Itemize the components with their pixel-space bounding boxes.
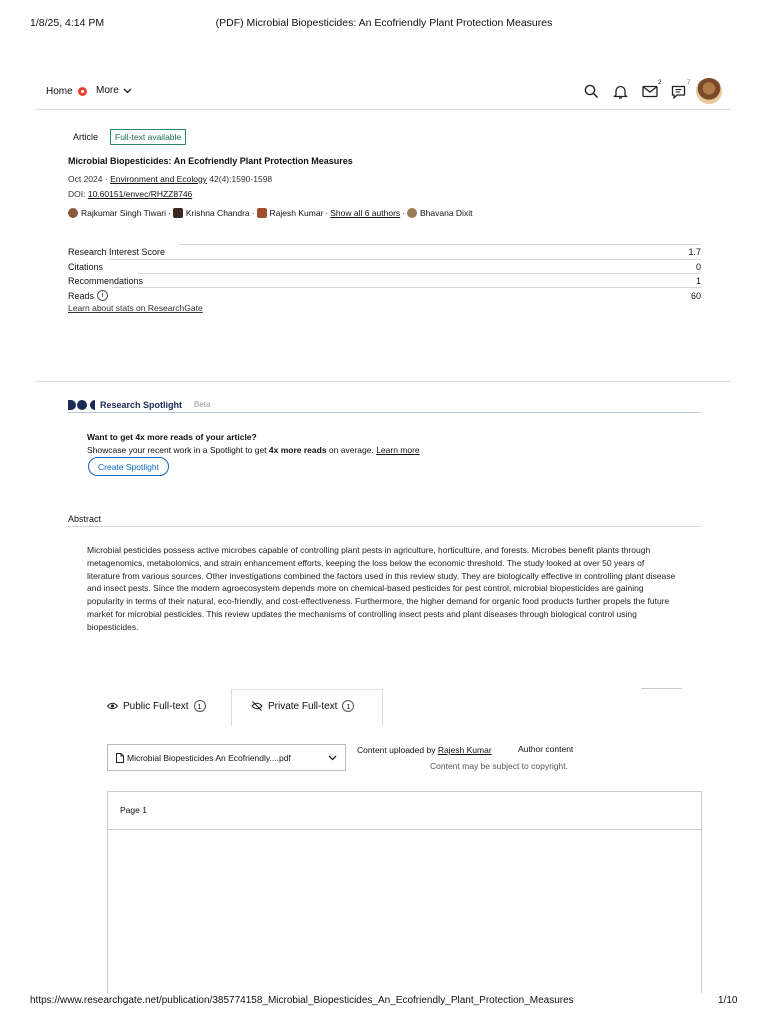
author-separator: · bbox=[251, 208, 255, 218]
print-url: https://www.researchgate.net/publication/385774158_Microbial_Biopesticides_An_Ecofriendly_Plant_Protection_Measures bbox=[30, 995, 574, 1006]
spotlight-text-part: on average. bbox=[326, 445, 377, 455]
tab-public-fulltext[interactable] bbox=[107, 700, 206, 712]
notification-dot-icon bbox=[78, 87, 87, 96]
pdf-viewer[interactable] bbox=[107, 791, 702, 993]
author-name: Krishna Chandra bbox=[185, 208, 250, 218]
author-name: Rajesh Kumar bbox=[269, 208, 324, 218]
chat-icon[interactable] bbox=[671, 85, 686, 99]
doi-link[interactable]: 10.60151/envec/RHZZ8746 bbox=[87, 189, 193, 199]
tab-count: 1 bbox=[342, 700, 354, 712]
spotlight-heading: Want to get 4x more reads of your article? bbox=[87, 432, 257, 442]
avatar[interactable] bbox=[696, 78, 722, 104]
info-icon[interactable]: i bbox=[97, 290, 108, 301]
mail-icon[interactable] bbox=[642, 85, 658, 98]
uploaded-by-label: Content uploaded by bbox=[357, 745, 438, 755]
article-meta bbox=[68, 174, 272, 184]
tab-label: Public Full-text bbox=[123, 700, 189, 712]
article-title: Microbial Biopesticides: An Ecofriendly Plant Protection Measures bbox=[68, 156, 353, 166]
create-spotlight-button[interactable]: Create Spotlight bbox=[88, 457, 169, 476]
copyright-notice: Content may be subject to copyright. bbox=[430, 761, 568, 771]
author-name: Bhavana Dixit bbox=[420, 208, 473, 218]
author-link[interactable] bbox=[257, 208, 324, 218]
print-datetime: 1/8/25, 4:14 PM bbox=[30, 17, 105, 29]
uploaded-by bbox=[357, 745, 492, 755]
author-name: Rajkumar Singh Tiwari bbox=[81, 208, 167, 218]
more-label: More bbox=[96, 85, 119, 96]
spotlight-text-part: Showcase your recent work in a Spotlight to get bbox=[87, 445, 269, 455]
abstract-heading: Abstract bbox=[68, 514, 102, 524]
article-type: Article bbox=[73, 132, 99, 142]
author-avatar bbox=[68, 208, 78, 218]
search-icon[interactable] bbox=[584, 84, 599, 99]
author-link[interactable] bbox=[68, 208, 166, 218]
eye-icon bbox=[107, 702, 118, 710]
journal-link[interactable]: Environment and Ecology bbox=[110, 174, 207, 184]
home-label: Home bbox=[46, 86, 73, 97]
page-label: Page 1 bbox=[120, 805, 147, 815]
bell-icon[interactable] bbox=[613, 84, 628, 100]
file-select[interactable] bbox=[107, 744, 346, 771]
author-avatar bbox=[257, 208, 267, 218]
author-link[interactable] bbox=[407, 208, 472, 218]
stat-value: 1 bbox=[695, 275, 701, 286]
author-avatar bbox=[173, 208, 183, 218]
tab-private-fulltext[interactable] bbox=[251, 700, 354, 712]
show-all-authors-link[interactable]: Show all 6 authors bbox=[330, 208, 401, 218]
uploader-link[interactable]: Rajesh Kumar bbox=[437, 745, 492, 755]
author-list bbox=[68, 208, 472, 218]
print-title: (PDF) Microbial Biopesticides: An Ecofriendly Plant Protection Measures bbox=[215, 17, 553, 29]
author-content-label: Author content bbox=[518, 744, 574, 754]
pdf-page-divider bbox=[108, 829, 701, 830]
stat-row bbox=[68, 260, 701, 273]
spotlight-logo-icon bbox=[68, 399, 96, 411]
author-link[interactable] bbox=[173, 208, 250, 218]
beta-label: Beta bbox=[194, 400, 211, 409]
tab-count: 1 bbox=[194, 700, 206, 712]
eye-off-icon bbox=[251, 701, 263, 711]
tab-label: Private Full-text bbox=[268, 700, 338, 712]
article-doi bbox=[68, 189, 192, 199]
doi-label: DOI: bbox=[68, 189, 88, 199]
stat-label: Reads bbox=[68, 290, 95, 301]
stat-label: Recommendations bbox=[68, 275, 144, 286]
learn-more-link[interactable]: Learn more bbox=[376, 445, 420, 455]
author-separator: · bbox=[402, 208, 405, 218]
abstract-body: Microbial pesticides possess active microbes capable of controlling plant pests in agriculture, horticulture, and forests. Microbes benefit plants through metagenomics, metabolomics, and strain enhancement efforts, keeping the loss below the economic threshold. The study looked at over 50 years of literature from various sources. Other investigations combined the factors used in this review study. They are biologically effective in controlling plant disease and insect pests. Since the modern agroecosystem depends more on chemical-based pesticides for pest control, microbial biopesticides are gaining popularity in terms of their natural, eco-friendly, and cost-effectiveness. Furthermore, the higher demand for organic food products further propels the future market for microbial pesticides. This review updates the mechanisms of controlling insect pests and plant diseases through biological control using biopesticides. bbox=[87, 545, 676, 632]
article-volume: 42(4):1590-1598 bbox=[206, 174, 273, 184]
chevron-down-icon bbox=[328, 755, 337, 761]
stat-value: 1.7 bbox=[688, 246, 701, 257]
stat-value: 0 bbox=[695, 261, 701, 272]
stat-value: 60 bbox=[690, 290, 701, 301]
spotlight-title: Research Spotlight bbox=[100, 400, 183, 410]
messages-badge: 2 bbox=[658, 79, 662, 86]
author-avatar bbox=[407, 208, 417, 218]
stat-row bbox=[68, 245, 701, 258]
stat-label: Research Interest Score bbox=[68, 246, 166, 257]
stat-label: Citations bbox=[68, 261, 104, 272]
spotlight-text bbox=[87, 445, 420, 455]
meta-separator: · bbox=[102, 174, 111, 184]
file-icon bbox=[116, 753, 124, 763]
print-page-number: 1/10 bbox=[718, 995, 738, 1006]
fulltext-badge: Full-text available bbox=[110, 129, 186, 145]
stat-row bbox=[68, 289, 701, 302]
author-separator: · bbox=[168, 208, 171, 218]
spotlight-text-bold: 4x more reads bbox=[268, 445, 327, 455]
nav-more[interactable] bbox=[96, 85, 132, 96]
stat-row bbox=[68, 274, 701, 287]
author-separator: · bbox=[325, 208, 329, 218]
learn-stats-link[interactable]: Learn about stats on ResearchGate bbox=[68, 303, 203, 313]
nav-home[interactable] bbox=[46, 86, 87, 97]
chat-badge: 7 bbox=[687, 79, 691, 86]
file-name: Microbial Biopesticides An Ecofriendly....pdf bbox=[127, 752, 291, 763]
article-date: Oct 2024 bbox=[68, 174, 103, 184]
chevron-down-icon bbox=[123, 88, 132, 94]
